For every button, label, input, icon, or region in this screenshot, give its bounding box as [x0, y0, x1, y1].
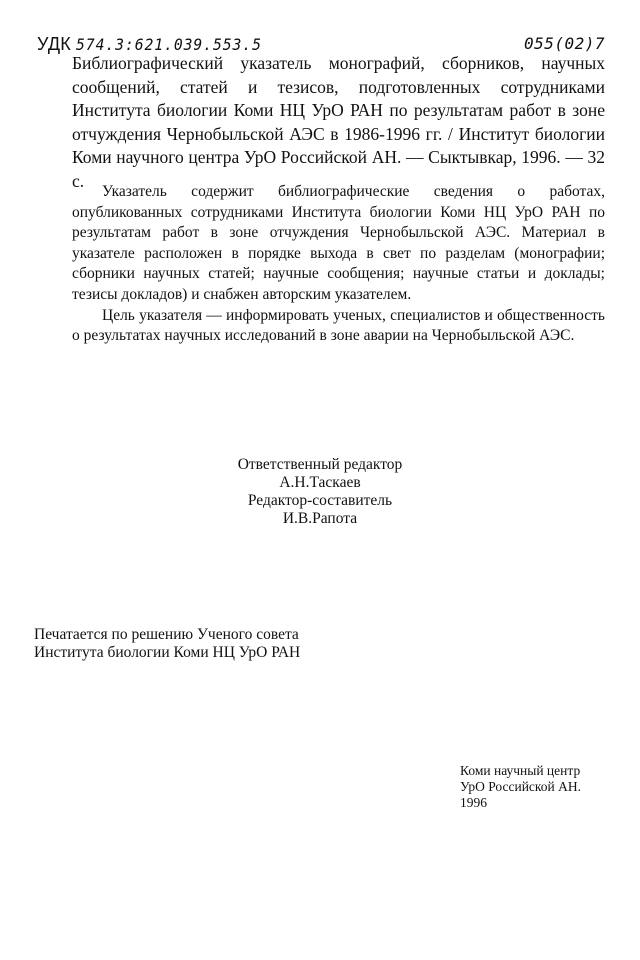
responsible-editor-name: А.Н.Таскаев: [279, 474, 361, 491]
editors-block: [170, 456, 470, 528]
approval-line: Печатается по решению Ученого совета: [34, 626, 299, 643]
compiler-label: Редактор-составитель: [247, 492, 393, 509]
udk-label: УДК: [37, 34, 71, 54]
abstract-paragraph-purpose: Цель указателя — информировать ученых, специалистов и общественность о результатах научных исследований в зоне аварии на Чернобыльской АЭС.: [72, 306, 605, 345]
abstract: [72, 182, 605, 347]
publication-approval: [34, 626, 300, 662]
compiler-name: И.В.Рапота: [282, 510, 358, 527]
publisher-imprint: [460, 763, 581, 811]
approval-line: Института биологии Коми НЦ УрО РАН: [34, 644, 301, 661]
bbk-code: 055(02)7: [523, 34, 605, 53]
imprint-year: 1996: [460, 795, 487, 810]
abstract-paragraph-content: Указатель содержит библиографические сведения о работах, опубликованных сотрудниками Института биологии Коми НЦ УрО РАН по результатам работ в зоне отчуждения Чернобыльской АЭС. Материал в указателе расположен в порядке выхода в свет по разделам (монографии; сборники научных статей; научные сообщения; научные статьи и доклады; тезисы докладов) и снабжен авторским указателем.: [72, 183, 605, 303]
bibliographic-description: Библиографический указатель монографий, сборников, научных сообщений, статей и тезисов, подготовленных сотрудниками Института биологии Коми НЦ УрО РАН по результатам работ в зоне отчуждения Чернобыльской АЭС в 1986-1996 гг. / Институт биологии Коми научного центра УрО Российской АН. — Сыктывкар, 1996. — 32 с.: [72, 53, 605, 191]
udk-code: 574.3:621.039.553.5: [76, 35, 262, 54]
responsible-editor-label: Ответственный редактор: [237, 456, 403, 473]
imprint-academy: УрО Российской АН.: [460, 779, 582, 794]
imprint-publisher: Коми научный центр: [460, 763, 581, 778]
